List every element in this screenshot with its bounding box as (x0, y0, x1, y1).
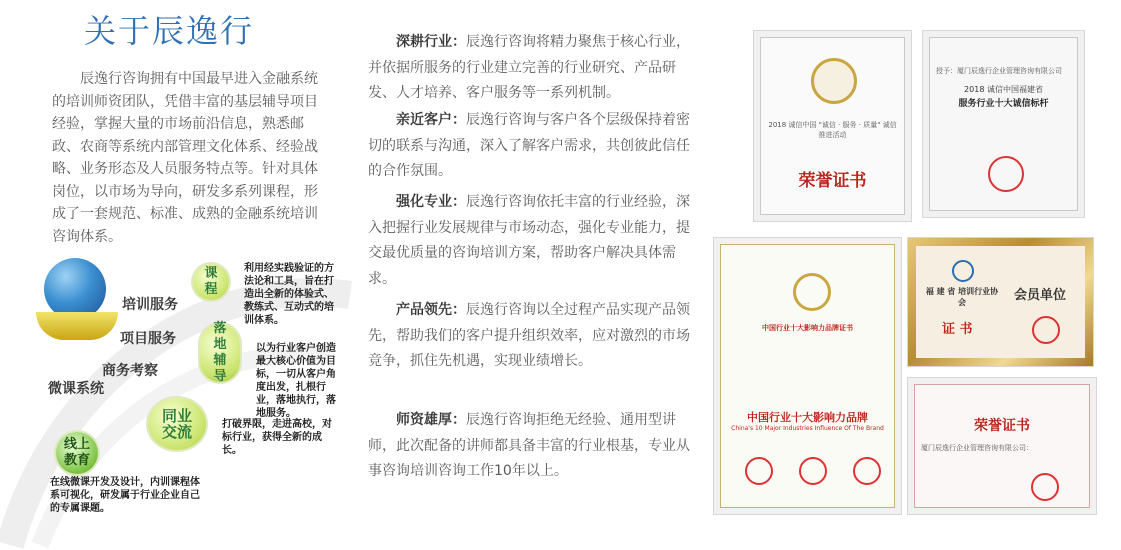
section-text: 辰逸行咨询以全过程产品实现产品领先，帮助我们的客户提升组织效率，应对激烈的市场竞争，抓住先机遇，实现业绩增长。 (368, 302, 690, 370)
note-project: 以为行业客户创造最大核心价值为目标，一切从客户角度出发，扎根行业，落地执行，落地服务。 (256, 343, 336, 419)
section-industry (368, 30, 690, 107)
cert3-title: 中国行业十大影响力品牌 (747, 411, 868, 424)
red-seal-icon (853, 457, 881, 485)
red-seal-icon (1031, 473, 1059, 501)
bubble-peer-exchange: 同业交流 (148, 398, 206, 450)
section-head: 亲近客户： (396, 112, 466, 128)
globe-icon (44, 258, 106, 320)
section-customer (368, 108, 690, 185)
certificate-integrity (922, 30, 1085, 218)
certificate-member (907, 237, 1094, 367)
note-business: 打破界限，走进高校，对标行业，获得全新的成长。 (222, 419, 332, 456)
red-seal-icon (1032, 316, 1060, 344)
cert1-title: 荣誉证书 (798, 171, 867, 191)
red-seal-icon (988, 156, 1024, 192)
section-text: 辰逸行咨询依托丰富的行业经验，深入把握行业发展规律与市场动态，强化专业能力，提交最优质量的咨询培训方案，帮助客户解决具体需求。 (368, 194, 690, 287)
cert4-member: 会员单位 (1014, 288, 1067, 303)
page-title: 关于辰逸行 (84, 12, 255, 50)
section-professional (368, 190, 690, 292)
section-head: 深耕行业： (396, 34, 466, 50)
label-business: 商务考察 (102, 363, 158, 379)
section-text: 辰逸行咨询拒绝无经验、通用型讲师，此次配备的讲师都具备丰富的行业根基，专业从事咨询培训咨询工作10年以上。 (368, 412, 690, 480)
label-training: 培训服务 (122, 297, 178, 313)
cert2-company: 授予：厦门辰逸行企业管理咨询有限公司 (936, 67, 1062, 75)
cert3-english: China's 10 Major Industries Influence Of The Brand (731, 425, 884, 432)
section-head: 强化专业： (396, 194, 466, 210)
ctb-logo-icon (793, 273, 831, 311)
cert2-year: 2018 诚信中国福建省 (964, 85, 1043, 94)
label-project: 项目服务 (120, 331, 176, 347)
section-head: 产品领先： (396, 302, 466, 318)
intro-paragraph: 辰逸行咨询拥有中国最早进入金融系统的培训师资团队，凭借丰富的基层辅导项目经验，掌握大量的市场前沿信息，熟悉邮政、农商等系统内部管理文化体系、经验战略、业务形态及人员服务特点等。针对具体岗位，以市场为导向，研发多系列课程，形成了一套规范、标准、成熟的金融系统培训咨询体系。 (52, 71, 318, 245)
certificate-honor-2 (907, 377, 1097, 515)
cert5-company: 厦门辰逸行企业管理咨询有限公司： (921, 444, 1033, 452)
certificate-brand-influence (713, 237, 902, 515)
section-product (368, 298, 690, 375)
note-training: 利用经实践验证的方法论和工具，旨在打造出全新的体验式、教练式、互动式的培训体系。 (244, 263, 334, 326)
association-logo-icon (952, 260, 974, 282)
red-seal-icon (799, 457, 827, 485)
bubble-course: 课程 (193, 264, 229, 300)
section-text: 辰逸行咨询将精力聚焦于核心行业，并依据所服务的行业建立完善的行业研究、产品研发、人才培养、客户服务等一系列机制。 (368, 34, 690, 102)
note-microcourse: 在线微课开发及设计，内训课程体系可视化，研发属于行业企业自己的专属课题。 (50, 477, 200, 514)
cert3-head: 中国行业十大影响力品牌证书 (762, 324, 853, 332)
certificate-honor-1 (753, 30, 912, 222)
section-faculty (368, 408, 690, 485)
cert4-cert: 证 书 (942, 322, 973, 337)
label-microcourse: 微课系统 (48, 381, 104, 397)
cert4-org: 福 建 省 培训行业协会 (925, 287, 999, 307)
bubble-online-education: 线上教育 (56, 432, 98, 474)
cert1-caption: 2018 诚信中国 "诚信 · 服务 · 质量" 诚信推进活动 (768, 121, 897, 139)
section-text: 辰逸行咨询与客户各个层级保持着密切的联系与沟通，深入了解客户需求，共创彼此信任的合作氛围。 (368, 112, 690, 180)
red-seal-icon (745, 457, 773, 485)
cx-logo-icon (811, 58, 857, 104)
cert2-title: 服务行业十大诚信标杆 (958, 99, 1049, 109)
cert5-title: 荣誉证书 (974, 418, 1030, 434)
bubble-landing: 落地辅导 (200, 324, 240, 382)
section-head: 师资雄厚： (396, 412, 466, 428)
